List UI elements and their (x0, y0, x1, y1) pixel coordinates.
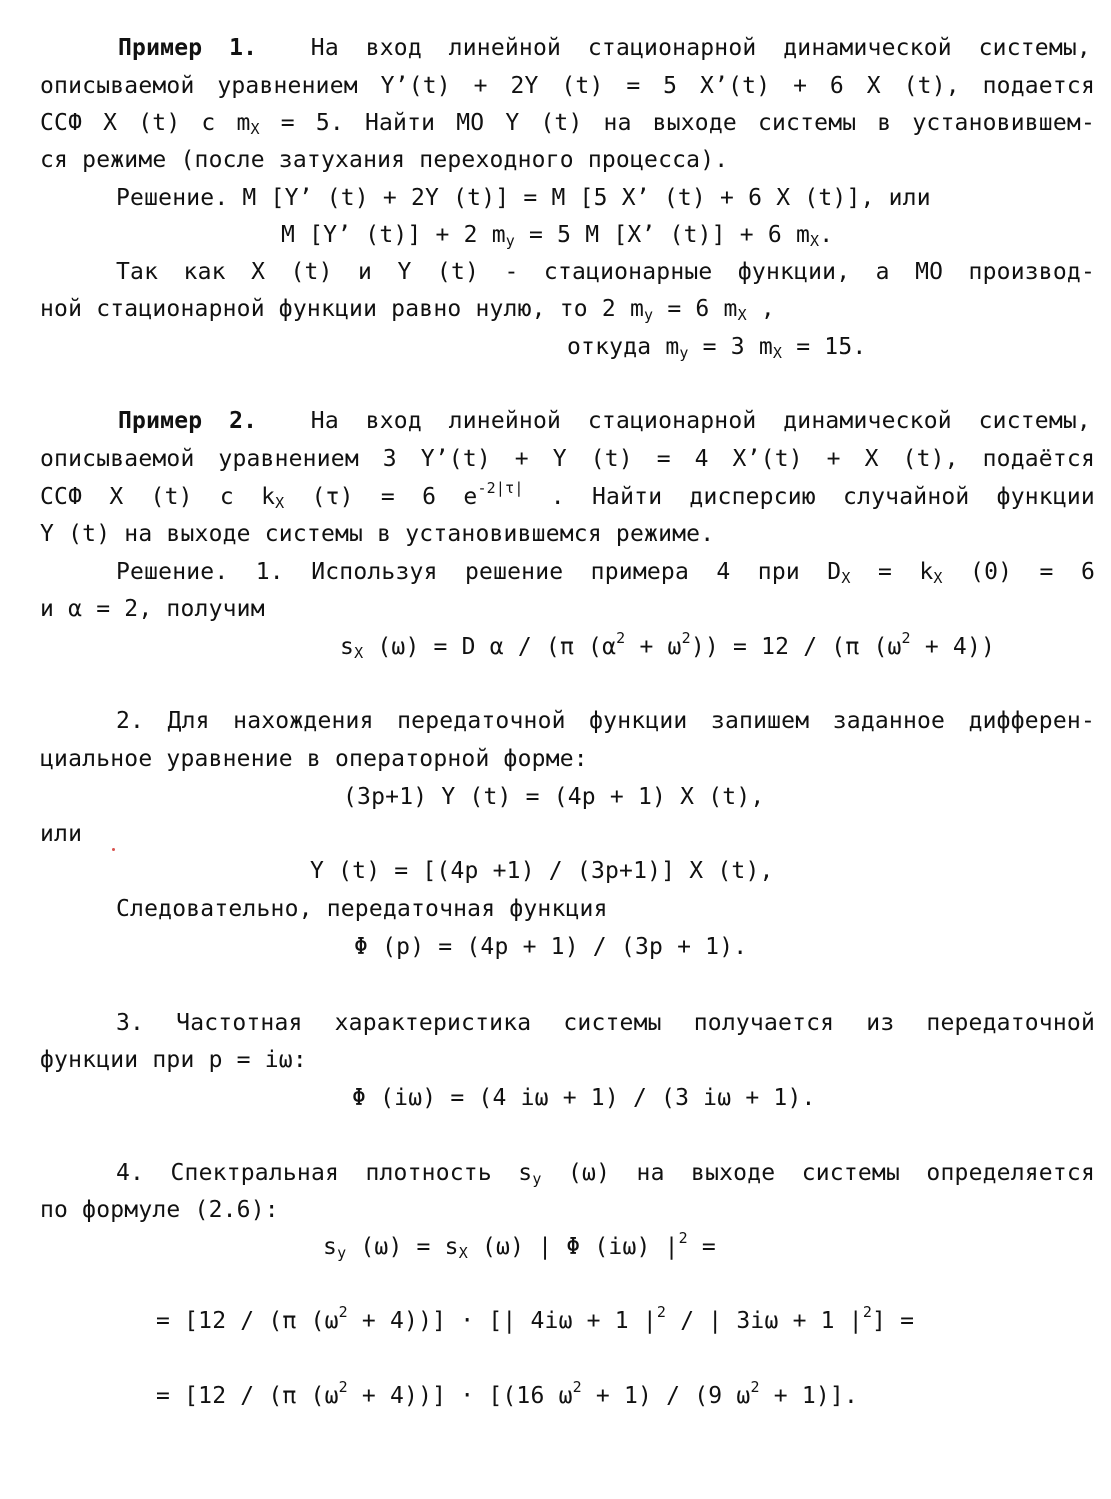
ex1-formula-1: M [Y’ (t)] + 2 $m_y = 5$ M [X’ (t)] + 6 $m_X$. (281, 222, 834, 250)
ex2-step4-formula-2: = [12 / (π $(\omega^2 + 4)$)] · [| 4iω + 1 $|^2$ / | 3iω + 1 $|^2$] = (156, 1303, 915, 1334)
ex2-step4-formula-1: $s_y$ $(\omega) = s_X$ (ω) | Φ (iω) $|^2$ = (323, 1229, 716, 1262)
ex2-step3-line-2: функции при p = iω: (40, 1047, 307, 1073)
ex2-step2-or: или (40, 821, 83, 847)
ex2-step2-line-3: Следовательно, передаточная функция (116, 896, 608, 922)
ex1-solution-line: Решение. M [Y’ (t) + 2Y (t)] = M [5 X’ (t) + 6 X (t)], или (116, 185, 931, 211)
ex2-step3-line-1: 3. Частотная характеристика системы получается из передаточной (116, 1010, 1095, 1036)
ex1-title: Пример 1. (118, 35, 258, 61)
ex2-step2-formula-1: (3p+1) Y (t) = (4p + 1) X (t), (343, 784, 765, 810)
ex2-line-3: ССФ X (t) с $k_X$ (τ) = 6 $e^{-2|\tau|}$ . Найти дисперсию случайной функции (40, 479, 1095, 512)
ex2-formula-sx: $s_X$ (ω) = D α / (π $(\alpha^2 + \omega^2)) = 12 / (\pi$ $(\omega^2 + 4)$) (340, 629, 996, 662)
ex2-step2-line-1: 2. Для нахождения передаточной функции запишем заданное дифферен- (116, 708, 1095, 734)
ex2-line-2: описываемой уравнением 3 Y’(t) + Y (t) = 4 X’(t) + X (t), подаётся (40, 446, 1095, 472)
ex2-line-6: и α = 2, получим (40, 596, 265, 622)
ex1-line-3: ССФ X (t) с $m_X = 5$. Найти МО Y (t) на выходе системы в установившем- (40, 110, 1095, 138)
stray-mark (112, 848, 115, 851)
ex2-step3-formula: Φ (iω) = (4 iω + 1) / (3 iω + 1). (352, 1085, 816, 1111)
ex2-step2-line-2: циальное уравнение в операторной форме: (40, 746, 588, 772)
ex2-step4-formula-3: = [12 / (π $(\omega^2 + 4))] \cdot [(16$ $\omega^2 + 1) / (9$ $\omega^2 + 1$)]. (156, 1378, 859, 1409)
ex2-title: Пример 2. (118, 408, 258, 434)
ex1-line-2: описываемой уравнением Y’(t) + 2Y (t) = 5 X’(t) + 6 X (t), подается (40, 73, 1095, 99)
ex2-step4-line-2: по формуле (2.6): (40, 1197, 279, 1223)
ex2-step2-formula-2: Y (t) = [(4p +1) / (3p+1)] X (t), (310, 858, 774, 884)
ex2-step2-formula-3: Φ (p) = (4p + 1) / (3p + 1). (354, 934, 748, 960)
ex2-line-1: Пример 2. На вход линейной стационарной динамической системы, (118, 408, 1091, 434)
ex2-solution-line: Решение. 1. Используя решение примера 4 при $D_X = k_X$ (0) = 6 (116, 559, 1095, 587)
ex1-line-1: Пример 1. На вход линейной стационарной динамической системы, (118, 35, 1091, 61)
ex1-result: откуда $m_y = 3$ $m_X = 15$. (567, 334, 867, 362)
ex2-step4-line-1: 4. Спектральная плотность $s_y$ (ω) на выходе системы определяется (116, 1160, 1095, 1188)
ex1-line-4: ся режиме (после затухания переходного процесса). (40, 147, 729, 173)
ex1-line-8: ной стационарной функции равно нулю, то 2 $m_y = 6$ $m_X$ , (40, 296, 775, 324)
ex1-line-7: Так как X (t) и Y (t) - стационарные функции, а МО производ- (116, 259, 1095, 285)
ex2-line-4: Y (t) на выходе системы в установившемся режиме. (40, 521, 715, 547)
